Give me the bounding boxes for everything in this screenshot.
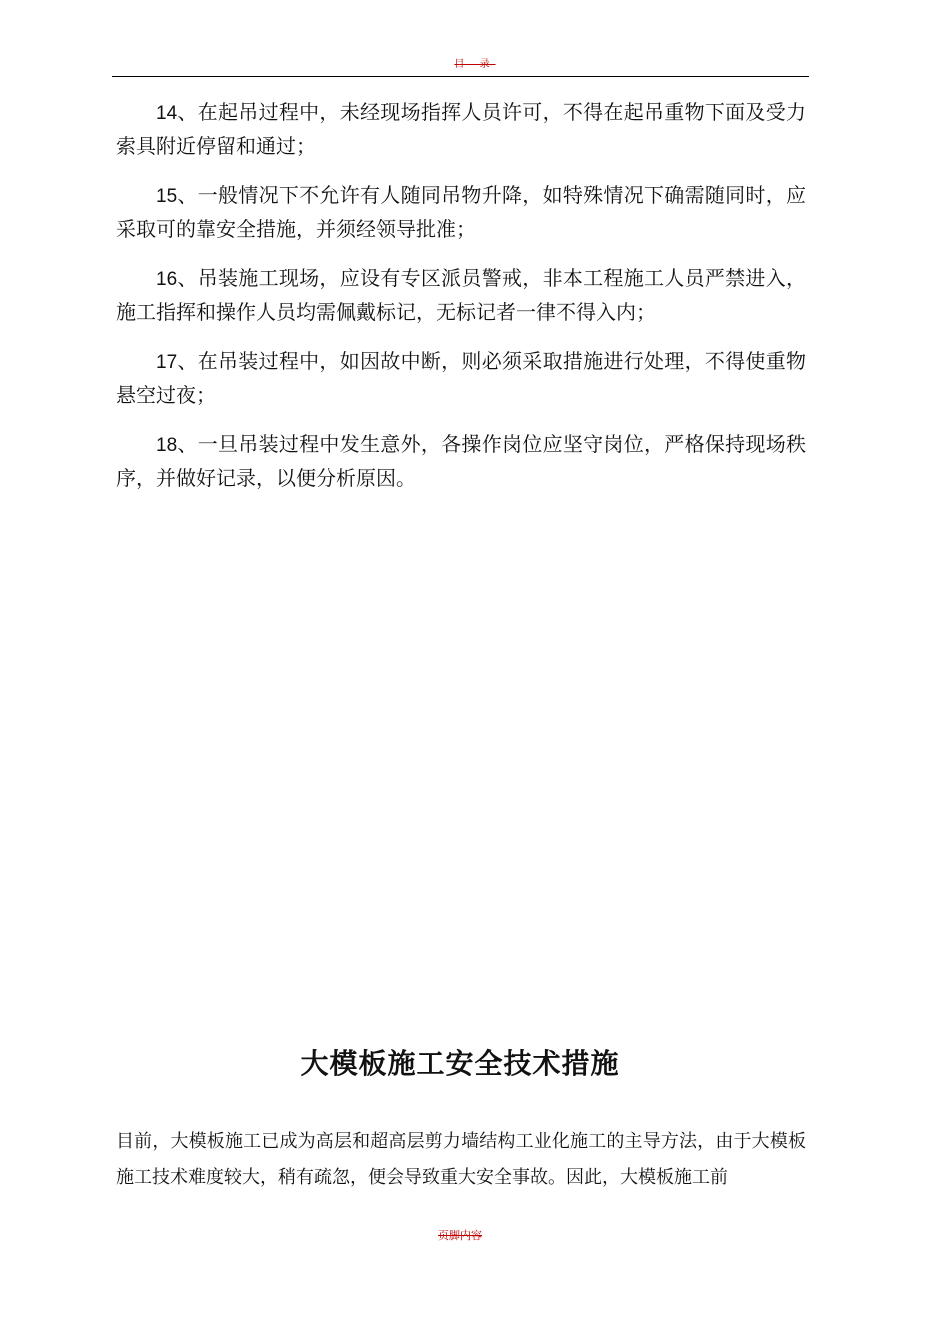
list-item <box>116 179 806 246</box>
section-title: 大模板施工安全技术措施 <box>300 1047 620 1080</box>
safety-rules-list <box>116 96 806 511</box>
list-item-text: 、在吊装过程中，如因故中断，则必须采取措施进行处理，不得使重物悬空过夜； <box>116 349 806 407</box>
header-divider <box>112 76 809 77</box>
list-item-number: 18 <box>156 435 178 456</box>
list-item <box>116 96 806 163</box>
list-item <box>116 345 806 412</box>
list-item-number: 15 <box>156 186 178 207</box>
list-item <box>116 262 806 329</box>
page-header: 目 录 <box>454 59 496 70</box>
list-item-number: 16 <box>156 269 178 290</box>
section-body-paragraph: 目前，大模板施工已成为高层和超高层剪力墙结构工业化施工的主导方法，由于大模板施工技术难度较大，稍有疏忽，便会导致重大安全事故。因此，大模板施工前 <box>116 1131 806 1188</box>
page-footer: 页脚内容 <box>438 1229 482 1242</box>
list-item-number: 14 <box>156 103 178 124</box>
list-item-text: 、一旦吊装过程中发生意外，各操作岗位应坚守岗位，严格保持现场秩序，并做好记录，以便分析原因。 <box>116 432 806 490</box>
list-item-number: 17 <box>156 352 178 373</box>
list-item-text: 、吊装施工现场，应设有专区派员警戒，非本工程施工人员严禁进入，施工指挥和操作人员均需佩戴标记，无标记者一律不得入内； <box>116 266 806 324</box>
list-item <box>116 428 806 495</box>
list-item-text: 、一般情况下不允许有人随同吊物升降，如特殊情况下确需随同时，应采取可的靠安全措施，并须经领导批准； <box>116 183 806 241</box>
list-item-text: 、在起吊过程中，未经现场指挥人员许可，不得在起吊重物下面及受力索具附近停留和通过； <box>116 100 806 158</box>
